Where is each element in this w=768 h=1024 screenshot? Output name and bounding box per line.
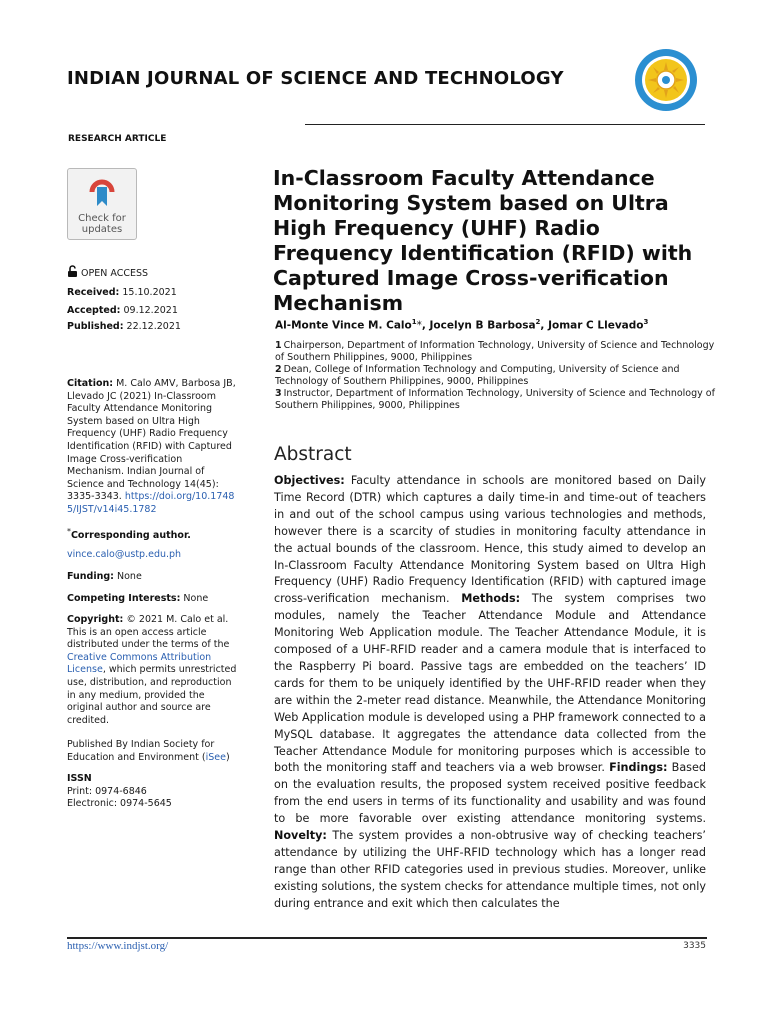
accepted-date: Accepted: 09.12.2021	[67, 305, 178, 316]
issn: ISSN Print: 0974-6846 Electronic: 0974-5645	[67, 773, 172, 810]
article-type: RESEARCH ARTICLE	[68, 134, 167, 144]
affiliation-text: Dean, College of Information Technology and Computing, University of Science and Technology of Southern Philippines, 9000, Philippines	[275, 364, 680, 387]
license-link[interactable]: Creative Commons Attribution License	[67, 651, 212, 676]
affiliation-item	[275, 364, 715, 387]
author-affiliation-sup: 2	[535, 318, 541, 326]
received-date: Received: 15.10.2021	[67, 287, 177, 298]
page-number: 3335	[683, 941, 706, 951]
journal-logo-icon	[634, 48, 698, 112]
footer-rule	[67, 937, 707, 939]
abstract-body: Objectives: Faculty attendance in schools are monitored based on Daily Time Record (DTR) which captures a daily time-in and time-out of teachers in and out of the school campus using various technologies and methods, however there is a scarcity of studies in monitoring faculty attendance in the actual bounds of the classroom. Hence, this study aimed to develop an In-Classroom Faculty Attendance Monitoring System based on Ultra High Frequency (UHF) Radio Frequency Identification (RFID) with captured image cross-verification mechanism. Methods: The system comprises two modules, namely the Teacher Attendance Module and Attendance Monitoring Web Application module. The Teacher Attendance Module, it is composed of a UHF-RFID reader and a camera module that is interfaced to the Raspberry Pi board. Passive tags are embedded on the teachers’ ID cards for them to be uniquely identified by the UHF-RFID reader when they are within the 2-meter read distance. Meanwhile, the Attendance Monitoring Web Application module is developed using a PHP framework connected to a MySQL database. It aggregates the attendance data collected from the Teacher Attendance Module for monitoring purposes which is accessible to both the monitoring staff and teachers via a web browser. Findings: Based on the evaluation results, the proposed system received positive feedback from the end users in terms of its functionality and usability and was found to be more favorable over existing attendance monitoring systems. Novelty: The system provides a non-obtrusive way of checking teachers’ attendance by utilizing the UHF-RFID technology which has a longer read range than other RFID categories used in previous studies. Moreover, unlike existing solutions, the system checks for attendance multiple times, not only during entrance and exit which then calculates the	[274, 474, 707, 910]
author-name: Al-Monte Vince M. Calo	[275, 319, 412, 332]
isee-link[interactable]: iSee	[205, 751, 226, 763]
affiliation-text: Chairperson, Department of Information Technology, University of Science and Technology of Southern Philippines, 9000, Philippines	[275, 340, 715, 363]
copyright: Copyright: © 2021 M. Calo et al. This is an open access article distributed under the terms of the Creative Commons Attribution License, which permits unrestricted use, distribution, and reproduction in any medium, provided the original author and source are credited.	[67, 614, 237, 726]
open-access-label: OPEN ACCESS	[81, 268, 149, 279]
affiliation-number: 2	[275, 364, 282, 375]
citation: Citation: M. Calo AMV, Barbosa JB, Llevado JC (2021) In-Classroom Faculty Attendance Monitoring System based on Ultra High Frequency (UHF) Radio Frequency Identification (RFID) with Captured Image Cross-verification Mechanism. Indian Journal of Science and Technology 14(45): 3335-3343. https://doi.org/10.17485/IJST/v14i45.1782	[67, 378, 236, 515]
competing-interests: Competing Interests: None	[67, 593, 209, 604]
affiliation-number: 3	[275, 388, 282, 399]
author-list: Al-Monte Vince M. Calo$^1$*, Jocelyn B Barbosa$^2$, Jomar C Llevado$^3$	[275, 318, 649, 332]
author-name: Jomar C Llevado	[548, 319, 644, 332]
author-affiliation-sup: 3	[643, 318, 649, 326]
funding: Funding: None	[67, 571, 142, 582]
check-for-updates-badge[interactable]	[67, 168, 137, 240]
header-rule	[305, 124, 705, 125]
journal-url-link[interactable]: https://www.indjst.org/	[67, 940, 169, 952]
author-name: Jocelyn B Barbosa	[429, 319, 536, 332]
open-access	[67, 265, 239, 281]
affiliation-number: 1	[275, 340, 282, 351]
email-link[interactable]: vince.calo@ustp.edu.ph	[67, 549, 182, 560]
check-for-updates-label: Check for updates	[78, 213, 126, 235]
abstract-heading: Abstract	[274, 444, 352, 465]
affiliation-item	[275, 340, 715, 363]
affiliations	[275, 340, 715, 412]
author-affiliation-sup: 1	[411, 318, 417, 326]
doi-link[interactable]: https://doi.org/10.17485/IJST/v14i45.1782	[67, 491, 235, 515]
bookmark-ring-icon	[87, 175, 117, 209]
affiliation-text: Instructor, Department of Information Technology, University of Science and Technology of Southern Philippines, 9000, Philippines	[275, 388, 715, 411]
corresponding-mark: *	[416, 319, 422, 332]
published-date: Published: 22.12.2021	[67, 321, 181, 332]
corresponding-author: *Corresponding author.	[67, 527, 191, 542]
article-title: In-Classroom Faculty Attendance Monitoring System based on Ultra High Frequency (UHF) Radio Frequency Identification (RFID) with Captured Image Cross-verification Mechanism	[273, 166, 693, 315]
affiliation-item	[275, 388, 715, 411]
publisher: Published By Indian Society for Education and Environment (iSee)	[67, 739, 230, 763]
open-lock-icon	[67, 265, 78, 277]
journal-title: INDIAN JOURNAL OF SCIENCE AND TECHNOLOGY	[67, 68, 564, 89]
